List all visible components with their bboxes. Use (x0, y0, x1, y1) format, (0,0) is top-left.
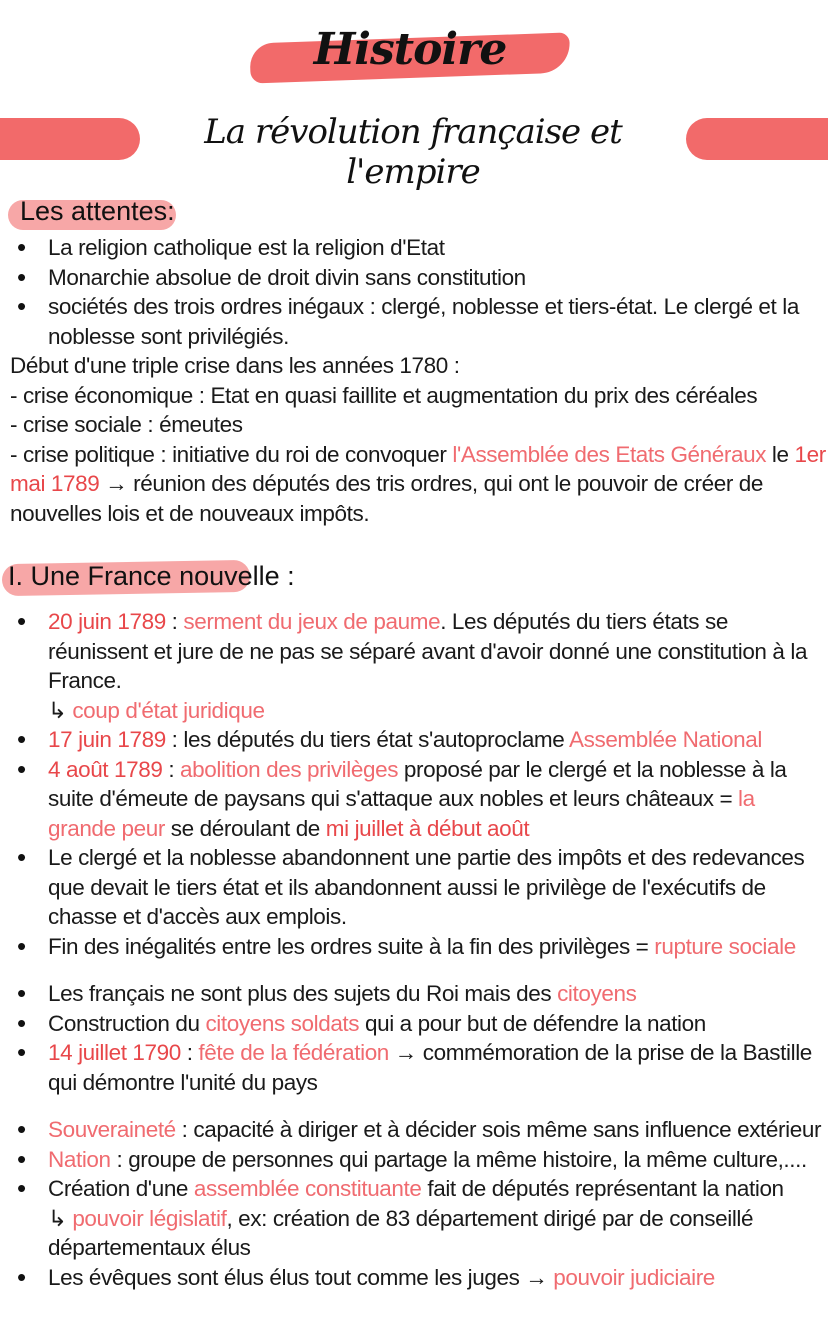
section1-list-b (0, 979, 828, 1097)
list-item: • 14 juillet 1790 : fête de la fédération → commémoration de la prise de la Bastille qui démontre l'unité du pays (0, 1038, 828, 1097)
list-item: • Fin des inégalités entre les ordres suite à la fin des privilèges = rupture sociale (0, 932, 828, 962)
crise-sociale: - crise sociale : émeutes (10, 412, 243, 437)
attentes-list (0, 233, 828, 351)
list-item: • 20 juin 1789 : serment du jeux de paume. Les députés du tiers états se réunissent et jure de ne pas se séparé avant d'avoir donné une constitution à la France. ↳ coup d'état juridique (0, 607, 828, 725)
list-item: • La religion catholique est la religion d'Etat (0, 233, 828, 263)
subtitle-brush-right (686, 118, 828, 160)
list-item: • Les français ne sont plus des sujets du Roi mais des citoyens (0, 979, 828, 1009)
list-item: • Monarchie absolue de droit divin sans constitution (0, 263, 828, 293)
crise-economique: - crise économique : Etat en quasi faillite et augmentation du prix des céréales (10, 382, 758, 408)
section1-list-a (0, 607, 828, 961)
crise-politique: - crise politique : initiative du roi de convoquer l'Assemblée des Etats Généraux le 1er mai 1789 → réunion des députés des tris ordres, qui ont le pouvoir de créer de nouvelles lois et de nouveaux impôts. (10, 441, 826, 526)
list-item: • Les évêques sont élus élus tout comme les juges → pouvoir judiciaire (0, 1263, 828, 1293)
page-subtitle: La révolution française et l'empire (204, 112, 622, 192)
list-item: • Construction du citoyens soldats qui a pour but de défendre la nation (0, 1009, 828, 1039)
sub-note: ↳ coup d'état juridique (48, 697, 265, 723)
list-item: • 17 juin 1789 : les députés du tiers état s'autoproclame Assemblée National (0, 725, 828, 755)
list-item: • Nation : groupe de personnes qui partage la même histoire, la même culture,.... (0, 1145, 828, 1175)
list-item: • 4 août 1789 : abolition des privilèges proposé par le clergé et la noblesse à la suite d'émeute de paysans qui s'attaque aux nobles et leurs châteaux = la grande peur se déroulant de mi juillet à début août (0, 755, 828, 844)
subtitle-brush-left (0, 118, 140, 160)
list-item: • Souveraineté : capacité à diriger et à décider sois même sans influence extérieur (0, 1115, 828, 1145)
list-item: • Création d'une assemblée constituante fait de députés représentant la nation ↳ pouvoir législatif, ex: création de 83 département dirigé par de conseillé départementaux élus (0, 1174, 828, 1263)
section1-content (0, 607, 828, 1292)
sub-note: ↳ pouvoir législatif, ex: création de 83 département dirigé par de conseillé départementaux élus (48, 1205, 754, 1260)
section1-list-c (0, 1115, 828, 1292)
list-item: • sociétés des trois ordres inégaux : clergé, noblesse et tiers-état. Le clergé et la noblesse sont privilégiés. (0, 292, 828, 351)
attentes-content (0, 233, 828, 528)
list-item: • Le clergé et la noblesse abandonnent une partie des impôts et des redevances que devait le tiers état et ils abandonnent aussi le privilège de l'exécutifs de chasse et d'accès aux emplois. (0, 843, 828, 932)
title-block (250, 18, 570, 84)
crise-intro: Début d'une triple crise dans les années 1780 : (10, 353, 460, 378)
section1-heading: I. Une France nouvelle : (8, 561, 295, 591)
page-title: Histoire (313, 24, 507, 75)
attentes-heading: Les attentes: (20, 196, 175, 226)
